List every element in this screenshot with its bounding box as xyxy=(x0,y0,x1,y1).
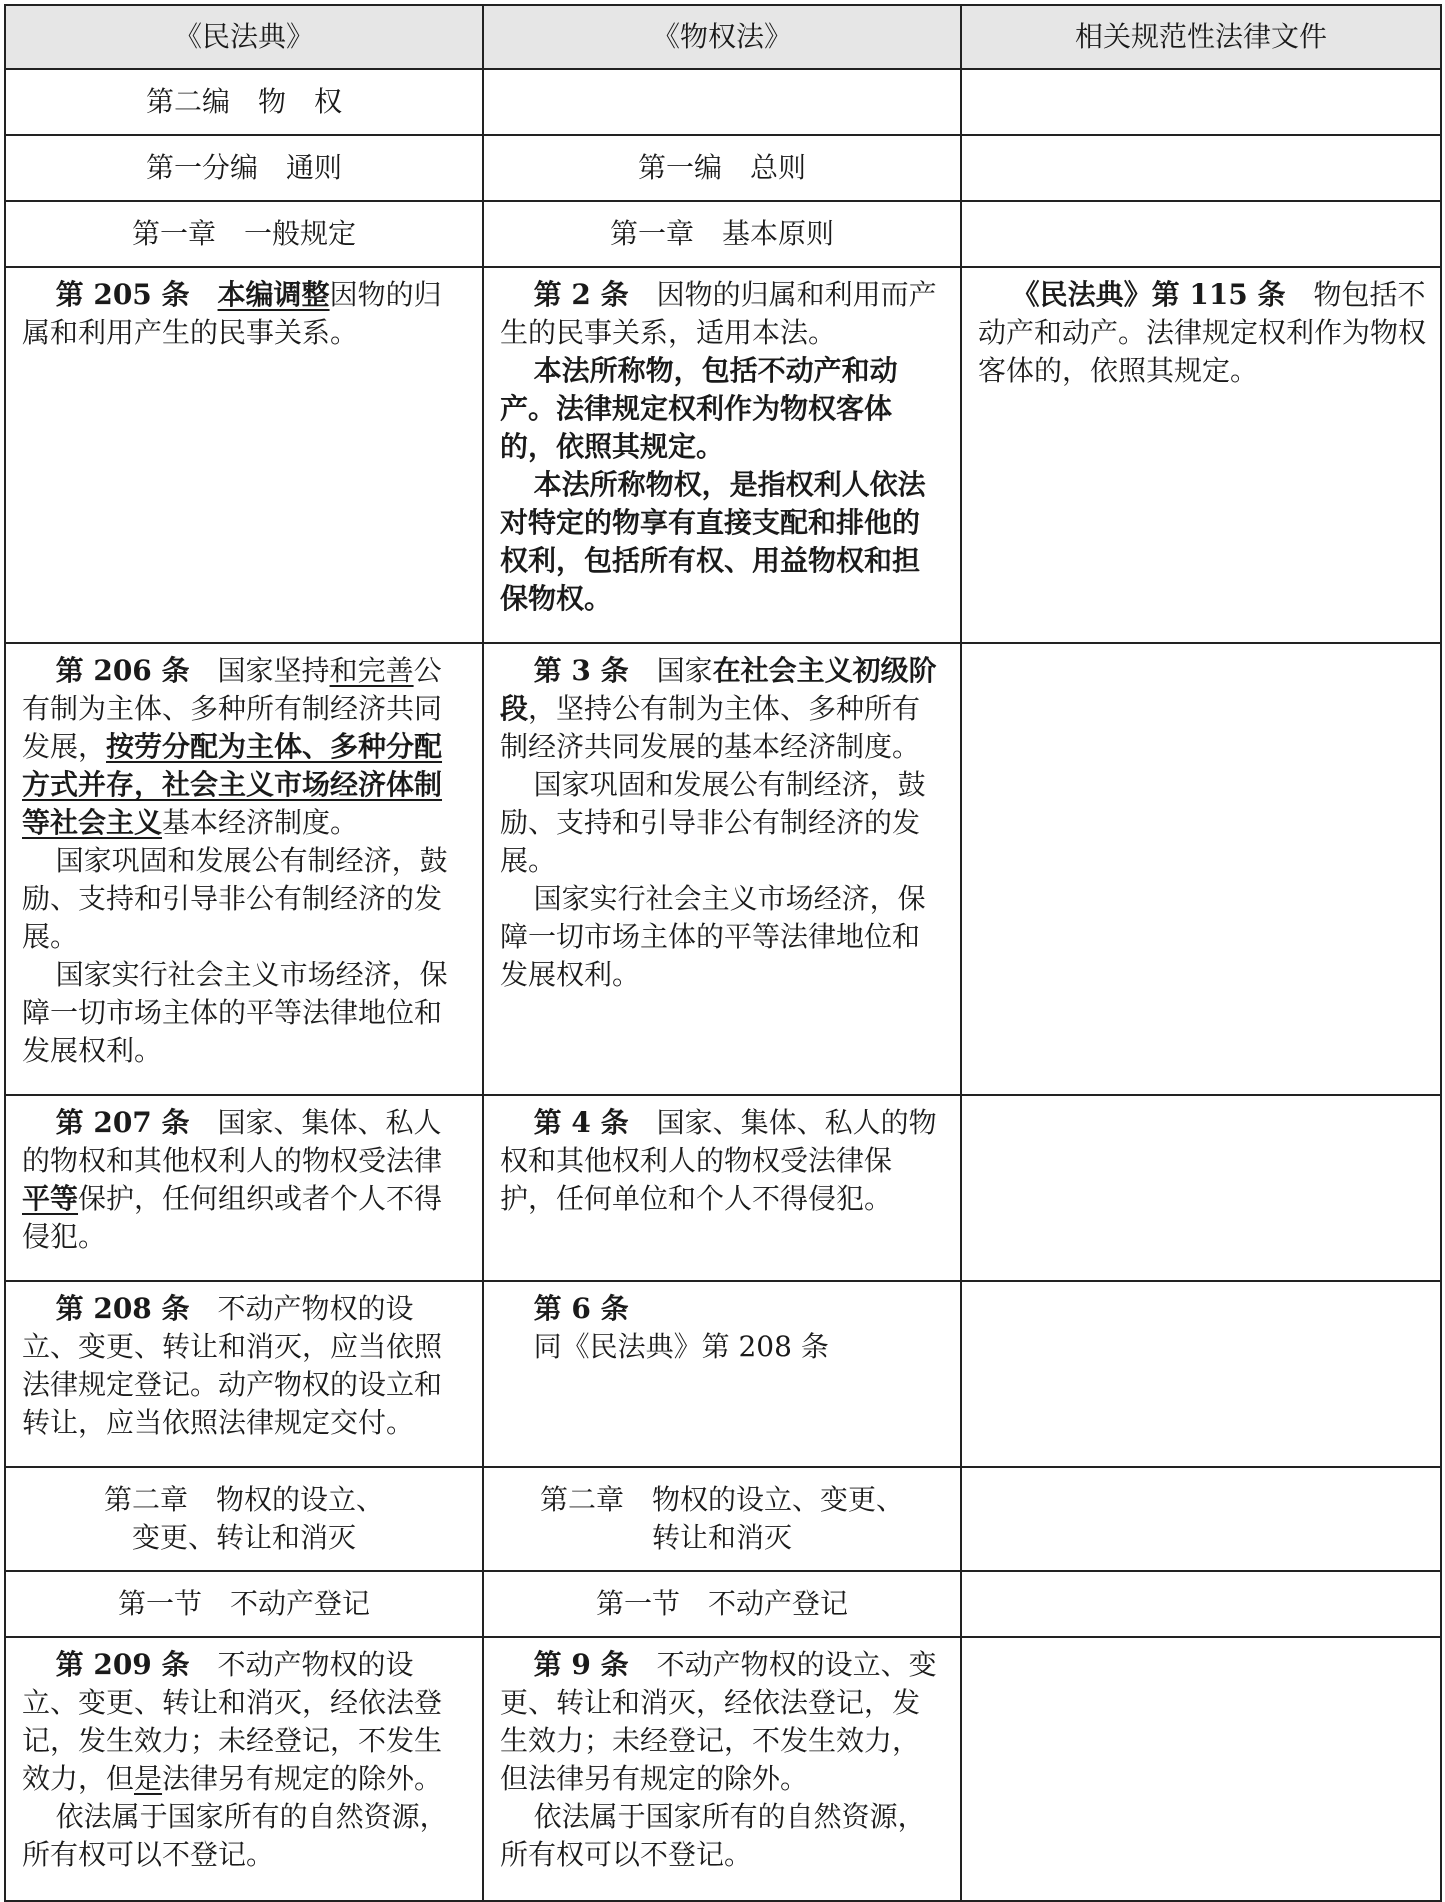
civil-article-207 xyxy=(5,1095,483,1281)
article-number: 第 2 条 xyxy=(533,278,629,311)
article-paragraph: 国家实行社会主义市场经济，保障一切市场主体的平等法律地位和发展权利。 xyxy=(500,882,926,991)
chapter2-title-property xyxy=(483,1467,961,1571)
related-empty-cell xyxy=(961,1095,1441,1281)
chapter1-title-civil: 第一章 一般规定 xyxy=(5,201,483,267)
article-number: 第 9 条 xyxy=(533,1648,629,1681)
chapter1-title-property: 第一章 基本原则 xyxy=(483,201,961,267)
article-number: 第 208 条 xyxy=(55,1292,190,1325)
article-text: ，坚持公有制为主体、多种所有制经济共同发展的基本经济制度。 xyxy=(500,692,921,763)
property-article-2 xyxy=(483,267,961,643)
deleted-text: 在社会主义初级阶段 xyxy=(500,654,937,725)
related-empty-cell xyxy=(961,1467,1441,1571)
article-text: 国家 xyxy=(656,654,713,687)
subpart-title-property: 第一编 总则 xyxy=(483,135,961,201)
chapter1-title-related xyxy=(961,201,1441,267)
amended-text: 和完善 xyxy=(329,654,414,687)
table-row xyxy=(5,1281,1441,1467)
article-number: 第 206 条 xyxy=(55,654,190,687)
amended-text: 本编调整 xyxy=(217,278,330,311)
amended-text: 平等 xyxy=(22,1182,79,1215)
chapter-title-line: 变更、转让和消灭 xyxy=(131,1521,356,1554)
article-text: 保护，任何组织或者个人不得侵犯。 xyxy=(22,1182,443,1253)
property-article-4 xyxy=(483,1095,961,1281)
article-paragraph-bold: 本法所称物权，是指权利人依法对特定的物享有直接支配和排他的权利，包括所有权、用益物权和担保物权。 xyxy=(500,468,926,615)
civil-article-208 xyxy=(5,1281,483,1467)
table-row xyxy=(5,69,1441,135)
table-row xyxy=(5,267,1441,643)
related-empty-cell xyxy=(961,1637,1441,1901)
article-text: 因物的归属和利用而产生的民事关系，适用本法。 xyxy=(500,278,937,349)
table-row xyxy=(5,643,1441,1095)
section1-title-civil: 第一节 不动产登记 xyxy=(5,1571,483,1637)
article-number: 第 4 条 xyxy=(533,1106,629,1139)
chapter-title-line: 转让和消灭 xyxy=(651,1521,792,1554)
article-text: 物包括不动产和动产。法律规定权利作为物权客体的，依照其规定。 xyxy=(978,278,1427,387)
part-title-property xyxy=(483,69,961,135)
article-text: 公有制为主体、多种所有制经济共同发展， xyxy=(22,654,443,763)
article-text: 不动产物权的设立、变更、转让和消灭，经依法登记，发生效力；未经登记，不发生效力，但法律另有规定的除外。 xyxy=(500,1648,937,1795)
amended-text: 按劳分配为主体、多种分配方式并存，社会主义市场经济体制等社会主义 xyxy=(22,730,443,839)
civil-article-206 xyxy=(5,643,483,1095)
article-number: 第 209 条 xyxy=(55,1648,190,1681)
chapter-title-line: 第二章 物权的设立、 xyxy=(103,1483,384,1516)
header-property-law: 《物权法》 xyxy=(483,5,961,69)
table-row xyxy=(5,1467,1441,1571)
article-paragraph: 国家巩固和发展公有制经济，鼓励、支持和引导非公有制经济的发展。 xyxy=(500,768,926,877)
chapter-title-line: 第二章 物权的设立、变更、 xyxy=(539,1483,904,1516)
header-related-documents: 相关规范性法律文件 xyxy=(961,5,1441,69)
related-empty-cell xyxy=(961,643,1441,1095)
article-paragraph: 依法属于国家所有的自然资源，所有权可以不登记。 xyxy=(500,1800,926,1871)
table-row xyxy=(5,135,1441,201)
subpart-title-civil: 第一分编 通则 xyxy=(5,135,483,201)
article-paragraph: 国家巩固和发展公有制经济，鼓励、支持和引导非公有制经济的发展。 xyxy=(22,844,448,953)
related-civil-article-115 xyxy=(961,267,1441,643)
article-number: 第 207 条 xyxy=(55,1106,190,1139)
article-text: 法律另有规定的除外。 xyxy=(162,1762,443,1795)
section1-title-related xyxy=(961,1571,1441,1637)
reference-article: 《民法典》第 115 条 xyxy=(1011,278,1286,311)
article-text: 国家、集体、私人的物权和其他权利人的物权受法律 xyxy=(22,1106,443,1177)
article-number: 第 6 条 xyxy=(533,1292,629,1325)
header-civil-code: 《民法典》 xyxy=(5,5,483,69)
table-row xyxy=(5,201,1441,267)
article-paragraph-bold: 本法所称物，包括不动产和动产。法律规定权利作为物权客体的，依照其规定。 xyxy=(500,354,898,463)
part-title-related xyxy=(961,69,1441,135)
article-text: 因物的归属和利用产生的民事关系。 xyxy=(22,278,442,349)
article-text: 同《民法典》第 208 条 xyxy=(533,1330,829,1363)
amended-text: 是 xyxy=(134,1762,163,1795)
article-text: 不动产物权的设立、变更、转让和消灭，应当依照法律规定登记。动产物权的设立和转让，应当依照法律规定交付。 xyxy=(22,1292,443,1439)
article-text: 国家坚持 xyxy=(217,654,330,687)
table-row xyxy=(5,1571,1441,1637)
chapter2-title-civil xyxy=(5,1467,483,1571)
table-row xyxy=(5,1095,1441,1281)
article-number: 第 3 条 xyxy=(533,654,629,687)
article-text: 国家、集体、私人的物权和其他权利人的物权受法律保护，任何单位和个人不得侵犯。 xyxy=(500,1106,937,1215)
article-text: 不动产物权的设立、变更、转让和消灭，经依法登记，发生效力；未经登记，不发生效力，但 xyxy=(22,1648,443,1795)
part-title-civil: 第二编 物 权 xyxy=(5,69,483,135)
related-empty-cell xyxy=(961,1281,1441,1467)
article-paragraph: 国家实行社会主义市场经济，保障一切市场主体的平等法律地位和发展权利。 xyxy=(22,958,448,1067)
table-header-row xyxy=(5,5,1441,69)
table-row xyxy=(5,1637,1441,1901)
article-paragraph: 依法属于国家所有的自然资源，所有权可以不登记。 xyxy=(22,1800,448,1871)
civil-article-209 xyxy=(5,1637,483,1901)
article-number: 第 205 条 xyxy=(55,278,190,311)
subpart-title-related xyxy=(961,135,1441,201)
article-text: 基本经济制度。 xyxy=(162,806,359,839)
civil-article-205 xyxy=(5,267,483,643)
property-article-6 xyxy=(483,1281,961,1467)
property-article-9 xyxy=(483,1637,961,1901)
law-comparison-table xyxy=(4,4,1442,1902)
property-article-3 xyxy=(483,643,961,1095)
section1-title-property: 第一节 不动产登记 xyxy=(483,1571,961,1637)
